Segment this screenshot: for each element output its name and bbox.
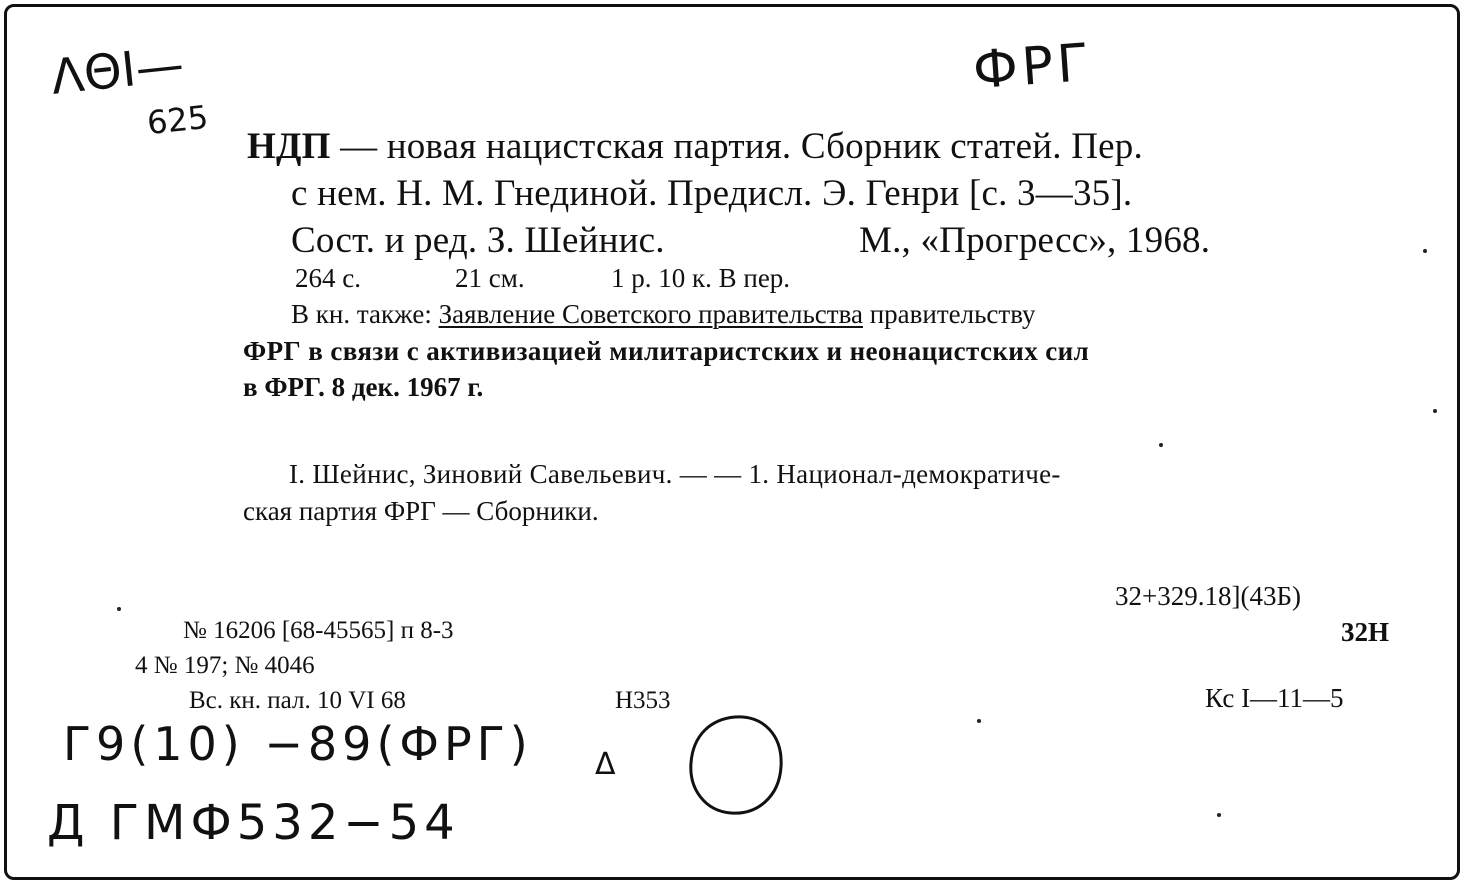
speck bbox=[977, 719, 981, 723]
entry-title-heading: НДП bbox=[247, 126, 331, 167]
entry-publisher: М., «Прогресс», 1968. bbox=[859, 220, 1211, 261]
entry-note-line3: в ФРГ. 8 дек. 1967 г. bbox=[243, 372, 484, 402]
entry-title bbox=[247, 125, 1143, 168]
imprint-line1: № 16206 [68-45565] п 8-3 bbox=[183, 617, 454, 644]
speck bbox=[1217, 813, 1221, 817]
card-hole bbox=[683, 711, 793, 823]
entry-price: 1 р. 10 к. В пер. bbox=[611, 263, 791, 293]
entry-translation: с нем. Н. М. Гнединой. Предисл. Э. Генри [с. 3—35]. bbox=[291, 173, 1133, 214]
handwritten-country: ФРГ bbox=[971, 32, 1095, 102]
handwritten-bottom-code: Д ГМФ532−54 bbox=[47, 795, 460, 851]
entry-pages: 264 с. bbox=[295, 263, 361, 293]
handwritten-bottom-class: Г9(10) −89(ФРГ) bbox=[63, 717, 533, 771]
speck bbox=[1433, 409, 1437, 413]
tracing-line1: I. Шейнис, Зиновий Савельевич. — — 1. Национал-демократиче- bbox=[289, 459, 1061, 489]
handwritten-shelf-number: 625 bbox=[145, 97, 210, 143]
entry-note-underlined: Заявление Советского правительства bbox=[438, 299, 863, 329]
classification-index: 32+329.18](43Б) bbox=[1115, 581, 1301, 611]
catalog-card bbox=[4, 4, 1460, 880]
imprint-line3: Вс. кн. пал. 10 VI 68 bbox=[189, 687, 406, 714]
entry-title-text: — новая нацистская партия. Сборник статей. Пер. bbox=[330, 126, 1143, 167]
card-code: Кс I—11—5 bbox=[1205, 683, 1344, 713]
entry-note-rest: правительству bbox=[862, 299, 1036, 329]
entry-note-line1 bbox=[291, 299, 1036, 330]
author-mark: 32Н bbox=[1341, 617, 1390, 647]
entry-note-line2: ФРГ в связи с активизацией милитаристских и неонацистских сил bbox=[243, 336, 1090, 366]
speck bbox=[1159, 443, 1163, 447]
handwritten-bottom-mark: Δ bbox=[595, 747, 616, 782]
entry-compiler: Сост. и ред. З. Шейнис. bbox=[291, 220, 665, 261]
imprint-line2: 4 № 197; № 4046 bbox=[135, 652, 315, 679]
handwritten-shelf-code: ΛΘΙ— bbox=[48, 36, 187, 106]
entry-note-prefix: В кн. также: bbox=[291, 299, 439, 329]
tracing-line2: ская партия ФРГ — Сборники. bbox=[243, 496, 599, 526]
imprint-code: Н353 bbox=[615, 687, 671, 714]
speck bbox=[1423, 249, 1427, 253]
entry-size: 21 см. bbox=[455, 263, 525, 293]
speck bbox=[117, 607, 121, 611]
